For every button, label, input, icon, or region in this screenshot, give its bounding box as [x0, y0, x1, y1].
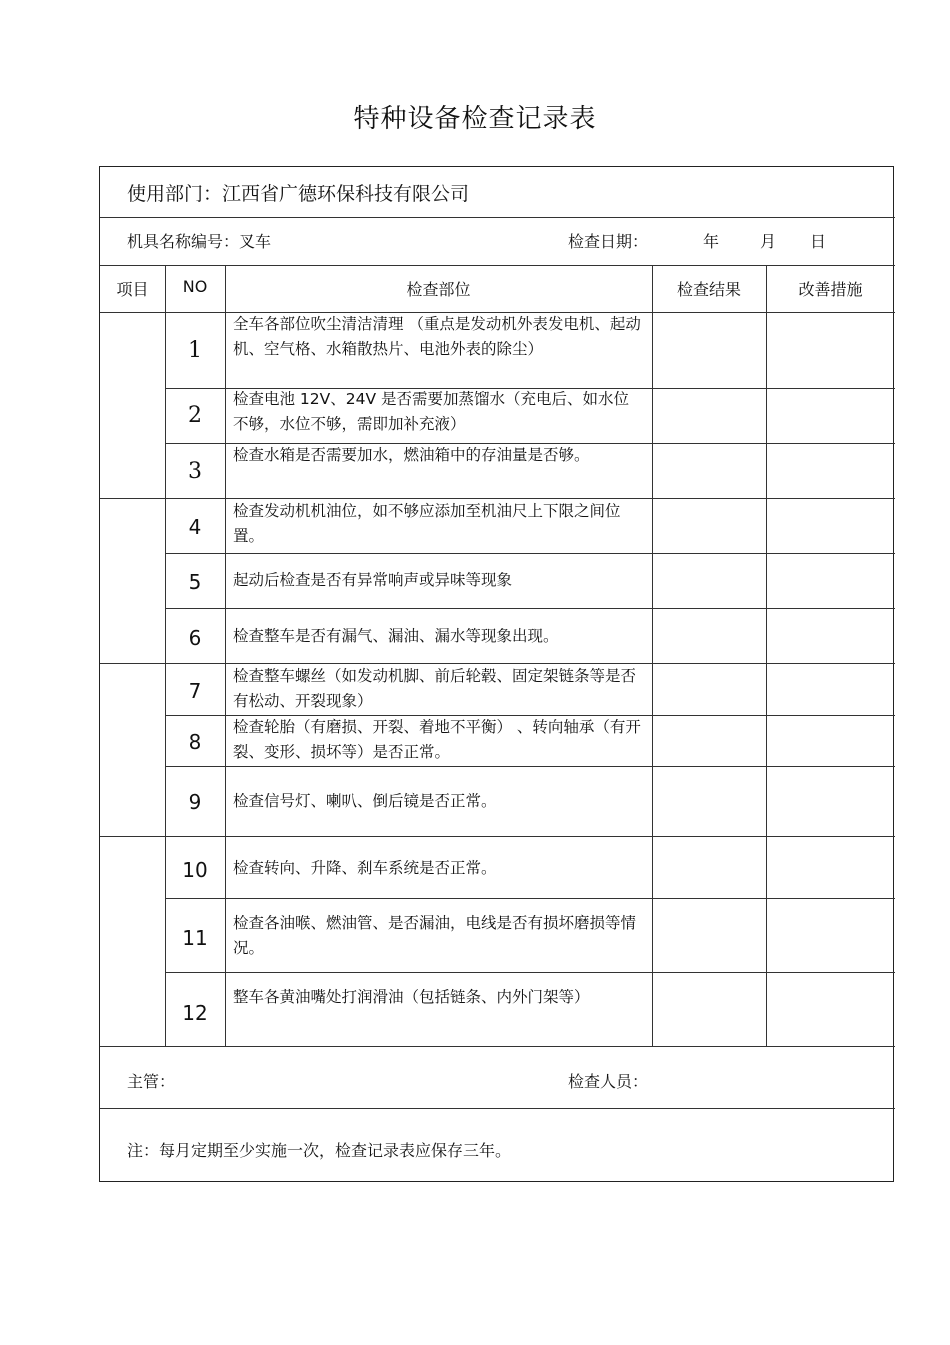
column-divider — [225, 265, 226, 1046]
item-text: 检查转向、升降、刹车系统是否正常。 — [233, 859, 497, 877]
column-divider — [766, 265, 767, 1046]
col-part-header: 检查部位 — [406, 280, 471, 299]
item-no: 5 — [188, 570, 202, 594]
item-no: 6 — [188, 626, 202, 650]
row-divider — [165, 972, 895, 973]
department-line: 使用部门：江西省广德环保科技有限公司 — [127, 183, 470, 205]
machine-label: 机具名称编号：叉车 — [127, 232, 272, 251]
col-no-header: NO — [182, 277, 208, 296]
divider — [100, 265, 895, 266]
item-text: 整车各黄油嘴处打润滑油（包括链条、内外门架等） — [233, 988, 590, 1006]
item-text: 检查整车是否有漏气、漏油、漏水等现象出现。 — [233, 627, 559, 645]
col-project-header: 项目 — [116, 280, 149, 299]
supervisor-label: 主管： — [127, 1072, 176, 1091]
row-divider — [165, 553, 895, 554]
row-divider — [165, 766, 895, 767]
item-text: 检查电池 12V、24V 是否需要加蒸馏水（充电后、如水位不够，水位不够，需即加补充液） — [233, 390, 630, 433]
inspection-form — [99, 166, 894, 1182]
item-no: 4 — [188, 515, 202, 539]
divider — [100, 217, 895, 218]
item-text: 检查轮胎（有磨损、开裂、着地不平衡） 、转向轴承（有开裂、变形、损坏等）是否正常。 — [233, 718, 641, 761]
date-year: 年 — [703, 232, 720, 251]
item-text: 检查整车螺丝（如发动机脚、前后轮毂、固定架链条等是否有松动、开裂现象） — [233, 667, 637, 710]
date-label: 检查日期： — [568, 232, 649, 251]
item-text: 全车各部位吹尘清洁清理 （重点是发动机外表发电机、起动机、空气格、水箱散热片、电池外表的除尘） — [233, 315, 641, 358]
divider — [100, 1046, 895, 1047]
item-text: 检查发动机机油位，如不够应添加至机油尺上下限之间位置。 — [233, 502, 621, 545]
item-text: 检查水箱是否需要加水，燃油箱中的存油量是否够。 — [233, 446, 590, 464]
item-no: 8 — [188, 730, 202, 754]
item-no: 1 — [188, 338, 202, 363]
item-text: 起动后检查是否有异常响声或异味等现象 — [233, 571, 513, 589]
item-no: 2 — [188, 403, 202, 428]
item-text: 检查信号灯、喇叭、倒后镜是否正常。 — [233, 792, 497, 810]
item-no: 12 — [182, 1001, 208, 1025]
form-title: 特种设备检查记录表 — [353, 104, 597, 134]
row-divider — [165, 608, 895, 609]
item-no: 3 — [188, 459, 202, 484]
item-no: 11 — [182, 926, 208, 950]
item-no: 9 — [188, 790, 202, 814]
row-divider — [165, 898, 895, 899]
date-day: 日 — [810, 232, 827, 251]
inspector-label: 检查人员： — [568, 1072, 649, 1091]
note-text: 注：每月定期至少实施一次，检查记录表应保存三年。 — [127, 1141, 512, 1160]
date-month: 月 — [760, 232, 777, 251]
item-no: 7 — [188, 679, 202, 703]
item-text: 检查各油喉、燃油管、是否漏油，电线是否有损坏磨损等情况。 — [233, 914, 637, 957]
group-divider — [100, 836, 895, 837]
column-divider — [652, 265, 653, 1046]
col-improve-header: 改善措施 — [798, 280, 863, 299]
item-no: 10 — [182, 858, 208, 882]
divider — [100, 1108, 895, 1109]
col-result-header: 检查结果 — [676, 280, 741, 299]
